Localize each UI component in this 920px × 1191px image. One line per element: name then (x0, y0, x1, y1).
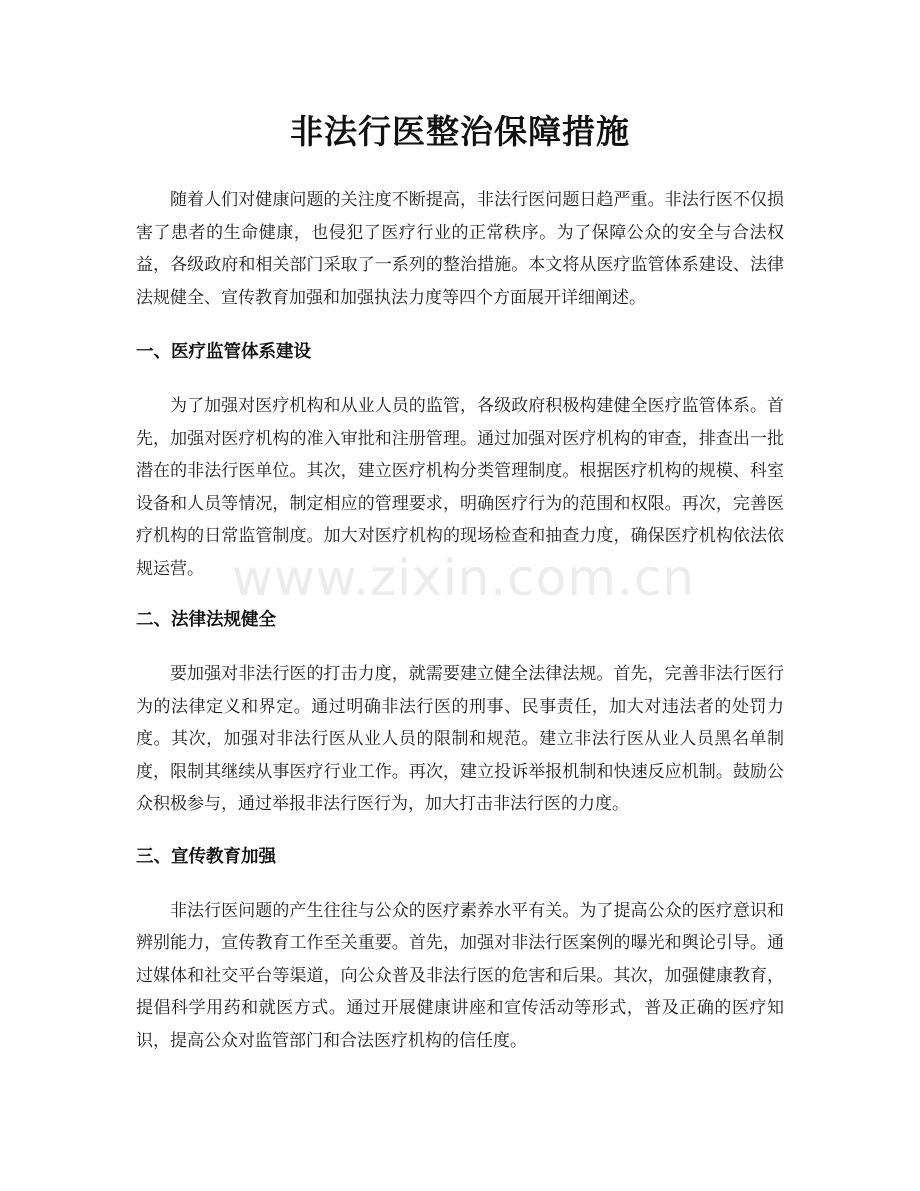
section-3-paragraph: 非法行医问题的产生往往与公众的医疗素养水平有关。为了提高公众的医疗意识和辨别能力，宣传教育工作至关重要。首先，加强对非法行医案例的曝光和舆论引导。通过媒体和社交平台等渠道，向公众普及非法行医的危害和后果。其次，加强健康教育，提倡科学用药和就医方式。通过开展健康讲座和宣传活动等形式，普及正确的医疗知识，提高公众对监管部门和合法医疗机构的信任度。 (136, 900, 784, 1051)
section-1-heading: 一、医疗监管体系建设 (136, 342, 311, 362)
watermark-text: www.zixin.com.cn (232, 549, 696, 607)
document-body (136, 184, 784, 1057)
section-2-paragraph: 要加强对非法行医的打击力度，就需要建立健全法律法规。首先，完善非法行医行为的法律定义和界定。通过明确非法行医的刑事、民事责任，加大对违法者的处罚力度。其次，加强对非法行医从业人员的限制和规范。建立非法行医从业人员黑名单制度，限制其继续从事医疗行业工作。再次，建立投诉举报机制和快速反应机制。鼓励公众积极参与，通过举报非法行医行为，加大打击非法行医的力度。 (136, 664, 784, 814)
section-3-heading: 三、宣传教育加强 (136, 846, 276, 867)
document-title: 非法行医整治保障措施 (290, 112, 630, 151)
section-1-paragraph: 为了加强对医疗机构和从业人员的监管，各级政府积极构建健全医疗监管体系。首先，加强对医疗机构的准入审批和注册管理。通过加强对医疗机构的审查，排查出一批潜在的非法行医单位。其次，建立医疗机构分类管理制度。根据医疗机构的规模、科室设备和人员等情况，制定相应的管理要求，明确医疗行为的范围和权限。再次，完善医疗机构的日常监管制度。加大对医疗机构的现场检查和抽查力度，确保医疗机构依法依规运营。 (136, 396, 784, 579)
section-2-heading: 二、法律法规健全 (136, 610, 276, 630)
intro-paragraph: 随着人们对健康问题的关注度不断提高，非法行医问题日趋严重。非法行医不仅损害了患者的生命健康，也侵犯了医疗行业的正常秩序。为了保障公众的安全与合法权益，各级政府和相关部门采取了一系列的整治措施。本文将从医疗监管体系建设、法律法规健全、宣传教育加强和加强执法力度等四个方面展开详细阐述。 (136, 190, 784, 308)
